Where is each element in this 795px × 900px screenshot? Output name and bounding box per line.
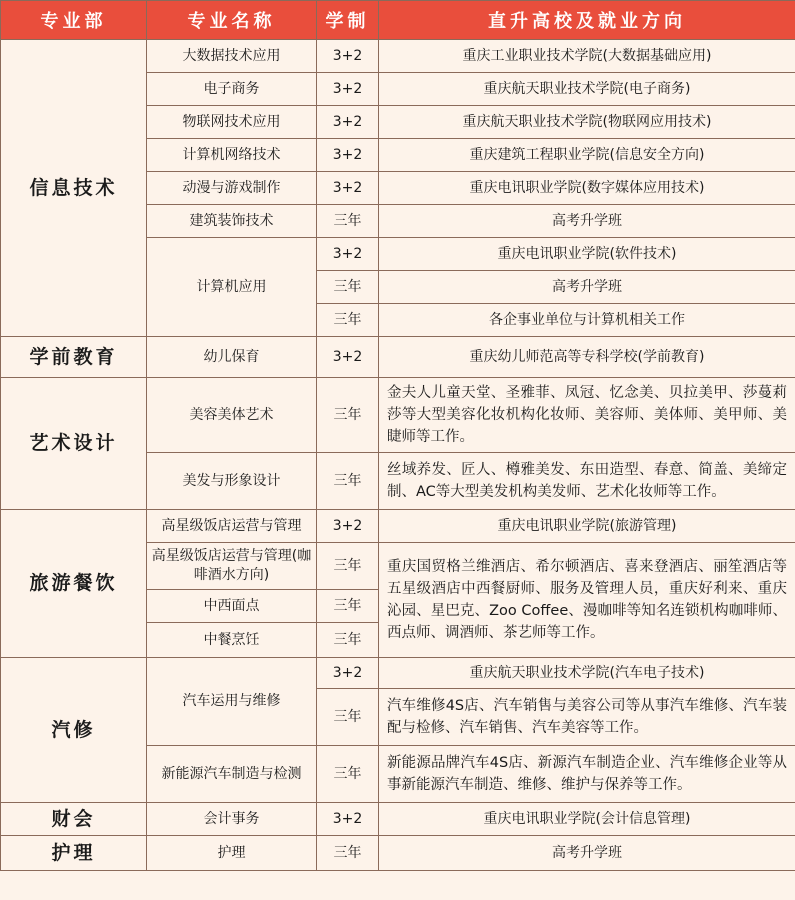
major-cell: 物联网技术应用 bbox=[147, 106, 317, 139]
direction-cell: 高考升学班 bbox=[379, 271, 795, 304]
dept-cell: 汽修 bbox=[1, 658, 147, 803]
major-cell: 电子商务 bbox=[147, 73, 317, 106]
major-cell: 建筑装饰技术 bbox=[147, 205, 317, 238]
major-cell: 动漫与游戏制作 bbox=[147, 172, 317, 205]
major-cell: 高星级饭店运营与管理(咖啡酒水方向) bbox=[147, 543, 317, 590]
direction-cell: 重庆建筑工程职业学院(信息安全方向) bbox=[379, 139, 795, 172]
duration-cell: 三年 bbox=[317, 623, 379, 658]
direction-cell: 金夫人儿童天堂、圣雅菲、凤冠、忆念美、贝拉美甲、莎蔓莉莎等大型美容化妆机构化妆师、美容师、美体师、美甲师、美睫师等工作。 bbox=[379, 378, 795, 453]
direction-cell: 重庆航天职业技术学院(物联网应用技术) bbox=[379, 106, 795, 139]
major-cell: 中西面点 bbox=[147, 590, 317, 623]
duration-cell: 3+2 bbox=[317, 510, 379, 543]
major-cell: 计算机网络技术 bbox=[147, 139, 317, 172]
direction-cell: 丝域养发、匠人、樽雅美发、东田造型、春意、简盖、美缔定制、AC等大型美发机构美发师、艺术化妆师等工作。 bbox=[379, 453, 795, 510]
table-row bbox=[1, 836, 795, 871]
direction-cell: 各企事业单位与计算机相关工作 bbox=[379, 304, 795, 337]
duration-cell: 3+2 bbox=[317, 172, 379, 205]
duration-cell: 三年 bbox=[317, 453, 379, 510]
dept-cell: 护理 bbox=[1, 836, 147, 871]
major-cell: 幼儿保育 bbox=[147, 337, 317, 378]
direction-cell: 重庆工业职业技术学院(大数据基础应用) bbox=[379, 40, 795, 73]
duration-cell: 3+2 bbox=[317, 40, 379, 73]
header-row bbox=[1, 1, 795, 40]
duration-cell: 三年 bbox=[317, 689, 379, 746]
major-cell: 美容美体艺术 bbox=[147, 378, 317, 453]
major-cell: 计算机应用 bbox=[147, 238, 317, 337]
header-major: 专业名称 bbox=[147, 1, 317, 40]
direction-cell: 重庆幼儿师范高等专科学校(学前教育) bbox=[379, 337, 795, 378]
dept-cell: 财会 bbox=[1, 803, 147, 836]
direction-cell: 重庆航天职业技术学院(汽车电子技术) bbox=[379, 658, 795, 689]
duration-cell: 三年 bbox=[317, 590, 379, 623]
table-row bbox=[1, 378, 795, 453]
duration-cell: 三年 bbox=[317, 304, 379, 337]
major-cell: 汽车运用与维修 bbox=[147, 658, 317, 746]
duration-cell: 三年 bbox=[317, 378, 379, 453]
duration-cell: 三年 bbox=[317, 746, 379, 803]
major-cell: 美发与形象设计 bbox=[147, 453, 317, 510]
direction-cell: 重庆电讯职业学院(旅游管理) bbox=[379, 510, 795, 543]
direction-cell: 新能源品牌汽车4S店、新源汽车制造企业、汽车维修企业等从事新能源汽车制造、维修、维护与保养等工作。 bbox=[379, 746, 795, 803]
direction-cell: 重庆电讯职业学院(软件技术) bbox=[379, 238, 795, 271]
major-cell: 会计事务 bbox=[147, 803, 317, 836]
duration-cell: 3+2 bbox=[317, 238, 379, 271]
header-direction: 直升高校及就业方向 bbox=[379, 1, 795, 40]
duration-cell: 三年 bbox=[317, 543, 379, 590]
dept-cell: 信息技术 bbox=[1, 40, 147, 337]
duration-cell: 三年 bbox=[317, 271, 379, 304]
direction-cell: 高考升学班 bbox=[379, 205, 795, 238]
duration-cell: 3+2 bbox=[317, 658, 379, 689]
duration-cell: 3+2 bbox=[317, 106, 379, 139]
dept-cell: 艺术设计 bbox=[1, 378, 147, 510]
duration-cell: 3+2 bbox=[317, 337, 379, 378]
direction-cell: 重庆国贸格兰维酒店、希尔顿酒店、喜来登酒店、丽笙酒店等五星级酒店中西餐厨师、服务及管理人员，重庆好利来、重庆沁园、星巴克、Zoo Coffee、漫咖啡等知名连锁机构咖啡师、西点师、调酒师、茶艺师等工作。 bbox=[379, 543, 795, 658]
duration-cell: 3+2 bbox=[317, 803, 379, 836]
direction-cell: 重庆航天职业技术学院(电子商务) bbox=[379, 73, 795, 106]
table-row bbox=[1, 337, 795, 378]
direction-cell: 高考升学班 bbox=[379, 836, 795, 871]
duration-cell: 三年 bbox=[317, 205, 379, 238]
duration-cell: 3+2 bbox=[317, 73, 379, 106]
table-row bbox=[1, 803, 795, 836]
header-duration: 学制 bbox=[317, 1, 379, 40]
table-row bbox=[1, 658, 795, 689]
direction-cell: 重庆电讯职业学院(会计信息管理) bbox=[379, 803, 795, 836]
table-row bbox=[1, 510, 795, 543]
dept-cell: 旅游餐饮 bbox=[1, 510, 147, 658]
major-cell: 新能源汽车制造与检测 bbox=[147, 746, 317, 803]
major-cell: 中餐烹饪 bbox=[147, 623, 317, 658]
major-cell: 大数据技术应用 bbox=[147, 40, 317, 73]
header-dept: 专业部 bbox=[1, 1, 147, 40]
duration-cell: 3+2 bbox=[317, 139, 379, 172]
table-row bbox=[1, 40, 795, 73]
direction-cell: 汽车维修4S店、汽车销售与美容公司等从事汽车维修、汽车装配与检修、汽车销售、汽车美容等工作。 bbox=[379, 689, 795, 746]
dept-cell: 学前教育 bbox=[1, 337, 147, 378]
duration-cell: 三年 bbox=[317, 836, 379, 871]
direction-cell: 重庆电讯职业学院(数字媒体应用技术) bbox=[379, 172, 795, 205]
major-cell: 高星级饭店运营与管理 bbox=[147, 510, 317, 543]
major-cell: 护理 bbox=[147, 836, 317, 871]
